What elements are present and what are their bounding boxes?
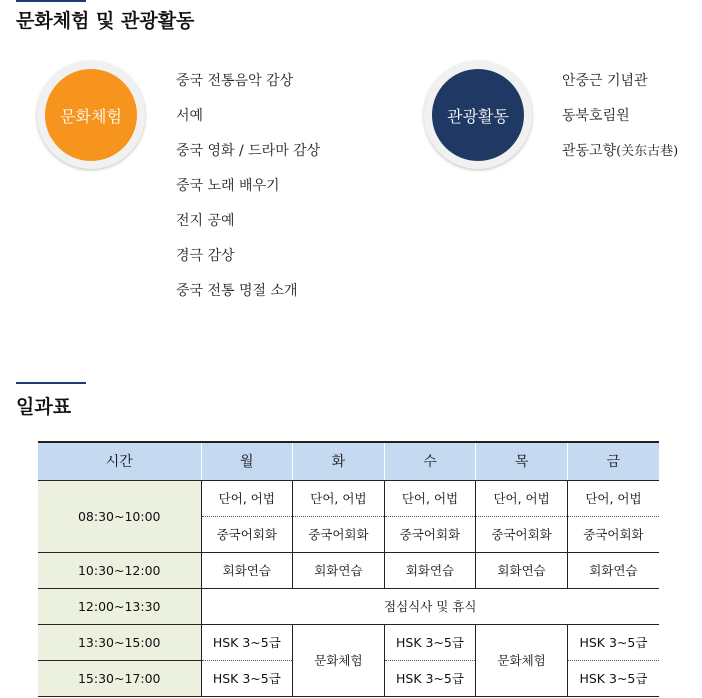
list-item	[562, 142, 678, 177]
schedule-table	[38, 441, 659, 697]
table-cell: 회화연습	[384, 552, 476, 588]
culture-badge	[37, 61, 145, 169]
table-cell: 단어, 어법	[384, 480, 476, 516]
table-cell: 단어, 어법	[476, 480, 568, 516]
table-row	[38, 552, 659, 588]
table-cell: 중국어회화	[384, 516, 476, 552]
list-item-text: 관동고향	[562, 143, 617, 159]
table-header-row	[38, 442, 659, 480]
table-cell: 회화연습	[293, 552, 385, 588]
table-cell: HSK 3~5급	[201, 624, 293, 660]
list-item: 중국 영화 / 드라마 감상	[176, 143, 321, 159]
tour-badge-label: 관광활동	[432, 69, 524, 161]
table-cell: 중국어회화	[567, 516, 659, 552]
header-thu: 목	[476, 442, 568, 480]
section-title-schedule: 일과표	[16, 396, 72, 418]
list-item: 안중근 기념관	[562, 73, 648, 89]
time-cell: 15:30~17:00	[38, 660, 201, 696]
header-mon: 월	[201, 442, 293, 480]
table-cell: HSK 3~5급	[384, 624, 476, 660]
culture-cell: 문화체험	[476, 624, 568, 696]
section-rule	[16, 0, 86, 2]
list-item: 중국 전통음악 감상	[176, 73, 294, 89]
list-item: 중국 노래 배우기	[176, 178, 280, 194]
list-item: 서예	[176, 108, 204, 124]
section-rule	[16, 382, 86, 384]
list-item: 경극 감상	[176, 248, 235, 264]
culture-list	[176, 72, 320, 317]
header-tue: 화	[293, 442, 385, 480]
list-item: 중국 전통 명절 소개	[176, 283, 298, 299]
time-cell: 12:00~13:30	[38, 588, 201, 624]
culture-cell: 문화체험	[293, 624, 385, 696]
table-cell: 단어, 어법	[201, 480, 293, 516]
header-wed: 수	[384, 442, 476, 480]
section-title-culture: 문화체험 및 관광활동	[16, 10, 195, 32]
header-time: 시간	[38, 442, 201, 480]
culture-badge-label: 문화체험	[45, 69, 137, 161]
table-cell: HSK 3~5급	[567, 624, 659, 660]
list-item-hanzi: (关东古巷)	[616, 144, 679, 159]
table-cell: 중국어회화	[476, 516, 568, 552]
list-item: 전지 공예	[176, 213, 235, 229]
table-row	[38, 624, 659, 660]
table-cell: 회화연습	[201, 552, 293, 588]
table-cell: 단어, 어법	[293, 480, 385, 516]
table-cell: 중국어회화	[201, 516, 293, 552]
table-cell: HSK 3~5급	[201, 660, 293, 696]
time-cell: 08:30~10:00	[38, 480, 201, 552]
time-cell: 10:30~12:00	[38, 552, 201, 588]
table-cell: HSK 3~5급	[384, 660, 476, 696]
table-row	[38, 588, 659, 624]
table-row	[38, 480, 659, 516]
time-cell: 13:30~15:00	[38, 624, 201, 660]
lunch-cell: 점심식사 및 휴식	[201, 588, 659, 624]
list-item: 동북호림원	[562, 108, 630, 124]
table-cell: HSK 3~5급	[567, 660, 659, 696]
table-cell: 회화연습	[567, 552, 659, 588]
table-cell: 회화연습	[476, 552, 568, 588]
table-cell: 단어, 어법	[567, 480, 659, 516]
tour-list	[562, 72, 678, 177]
header-fri: 금	[567, 442, 659, 480]
tour-badge	[424, 61, 532, 169]
table-cell: 중국어회화	[293, 516, 385, 552]
